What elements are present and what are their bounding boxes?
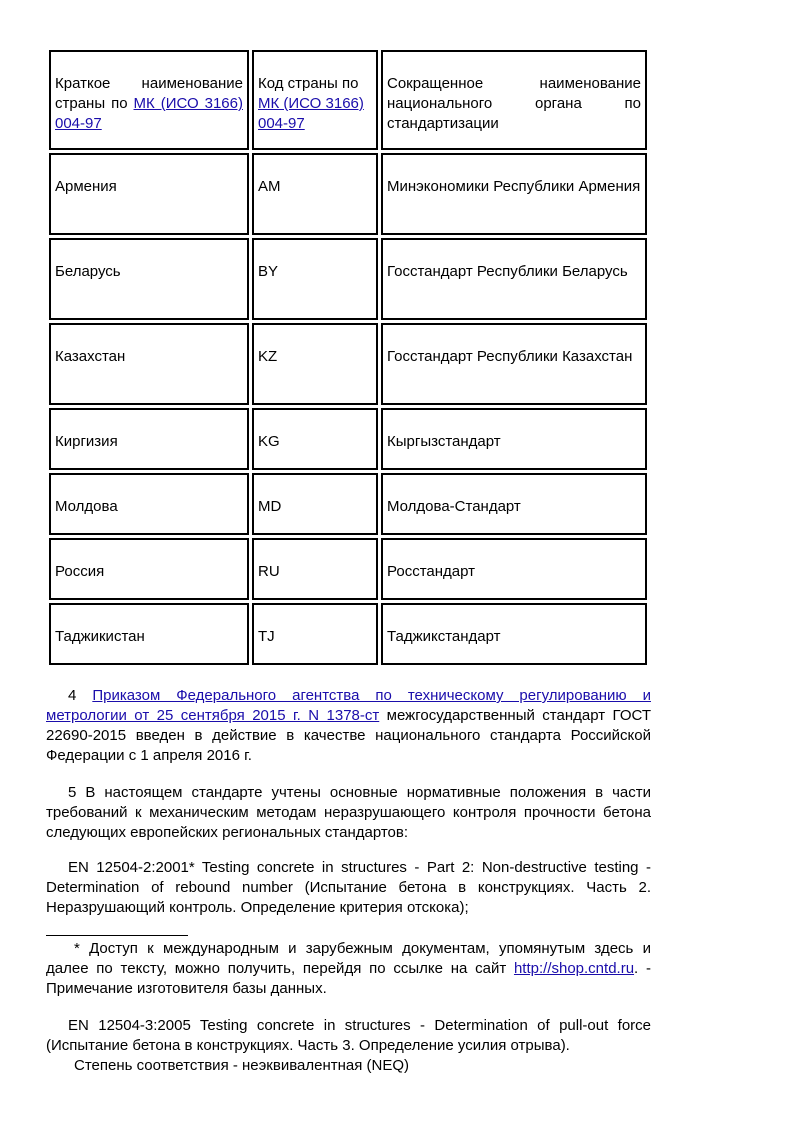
standard-body-cell: Кыргызстандарт [381, 408, 647, 470]
country-standards-table [46, 47, 650, 668]
paragraph-4-number: 4 [68, 687, 93, 704]
paragraph-5: 5 В настоящем стандарте учтены основные нормативные положения в части требований к механическим методам неразрушающего контроля прочности бетона следующих европейских региональных стандартов: [46, 784, 651, 841]
paragraph-4 [46, 686, 651, 766]
country-cell: Казахстан [49, 323, 249, 405]
header-code-text: Код страны по [258, 75, 359, 92]
code-cell: KG [252, 408, 378, 470]
footnote-divider [46, 935, 188, 936]
standard-en-12504-3: EN 12504-3:2005 Testing concrete in structures - Determination of pull-out force (Испытание бетона в конструкциях. Часть 3. Определение усилия отрыва). [46, 1017, 651, 1054]
code-cell: RU [252, 538, 378, 600]
header-standard-body [381, 50, 647, 150]
code-cell: BY [252, 238, 378, 320]
table-row [49, 408, 647, 470]
footnote-text: * Доступ к международным и зарубежным документам, упомянутым здесь и далее по тексту, можно получить, перейдя по ссылке на сайт [46, 940, 651, 977]
country-cell: Россия [49, 538, 249, 600]
standard-body-cell: Таджикстандарт [381, 603, 647, 665]
country-cell: Киргизия [49, 408, 249, 470]
table-row [49, 238, 647, 320]
country-cell: Беларусь [49, 238, 249, 320]
standard-body-cell: Росстандарт [381, 538, 647, 600]
header-code-link[interactable]: МК (ИСО 3166) 004-97 [258, 95, 364, 132]
code-cell: KZ [252, 323, 378, 405]
header-country-link[interactable]: МК (ИСО 3166) 004-97 [55, 95, 243, 132]
code-cell: TJ [252, 603, 378, 665]
standard-body-cell: Госстандарт Республики Казахстан [381, 323, 647, 405]
table-row [49, 323, 647, 405]
order-link[interactable]: Приказом Федерального агентства по техническому регулированию и метрологии от 25 сентября 2015 г. N 1378-ст [46, 687, 651, 724]
table-row [49, 153, 647, 235]
table-row [49, 603, 647, 665]
footnote [46, 939, 651, 999]
code-cell: MD [252, 473, 378, 535]
degree-of-conformity: Степень соответствия - неэквивалентная (NEQ) [74, 1057, 410, 1074]
header-country-name [49, 50, 249, 150]
standard-en-12504-2: EN 12504-2:2001* Testing concrete in structures - Part 2: Non-destructive testing - Determination of rebound number (Испытание бетона в конструкциях. Часть 2. Неразрушающий контроль. Определение критерия отскока); [46, 859, 651, 916]
table-header-row [49, 50, 647, 150]
standard-body-cell: Минэкономики Республики Армения [381, 153, 647, 235]
country-cell: Таджикистан [49, 603, 249, 665]
code-cell: AM [252, 153, 378, 235]
header-country-text: Краткое наименование страны по [55, 75, 243, 112]
paragraph-4-text: межгосударственный стандарт ГОСТ 22690-2015 введен в действие в качестве национального стандарта Российской Федерации с 1 апреля 2016 г. [46, 707, 651, 764]
table-row [49, 538, 647, 600]
country-cell: Молдова [49, 473, 249, 535]
table-row [49, 473, 647, 535]
country-cell: Армения [49, 153, 249, 235]
standard-body-cell: Молдова-Стандарт [381, 473, 647, 535]
footnote-tail: . - Примечание изготовителя базы данных. [46, 960, 651, 997]
standard-body-cell: Госстандарт Республики Беларусь [381, 238, 647, 320]
shop-cntd-link[interactable]: http://shop.cntd.ru [513, 960, 635, 977]
header-country-code [252, 50, 378, 150]
header-body-text: Сокращенное наименование национального органа по стандартизации [387, 75, 641, 132]
